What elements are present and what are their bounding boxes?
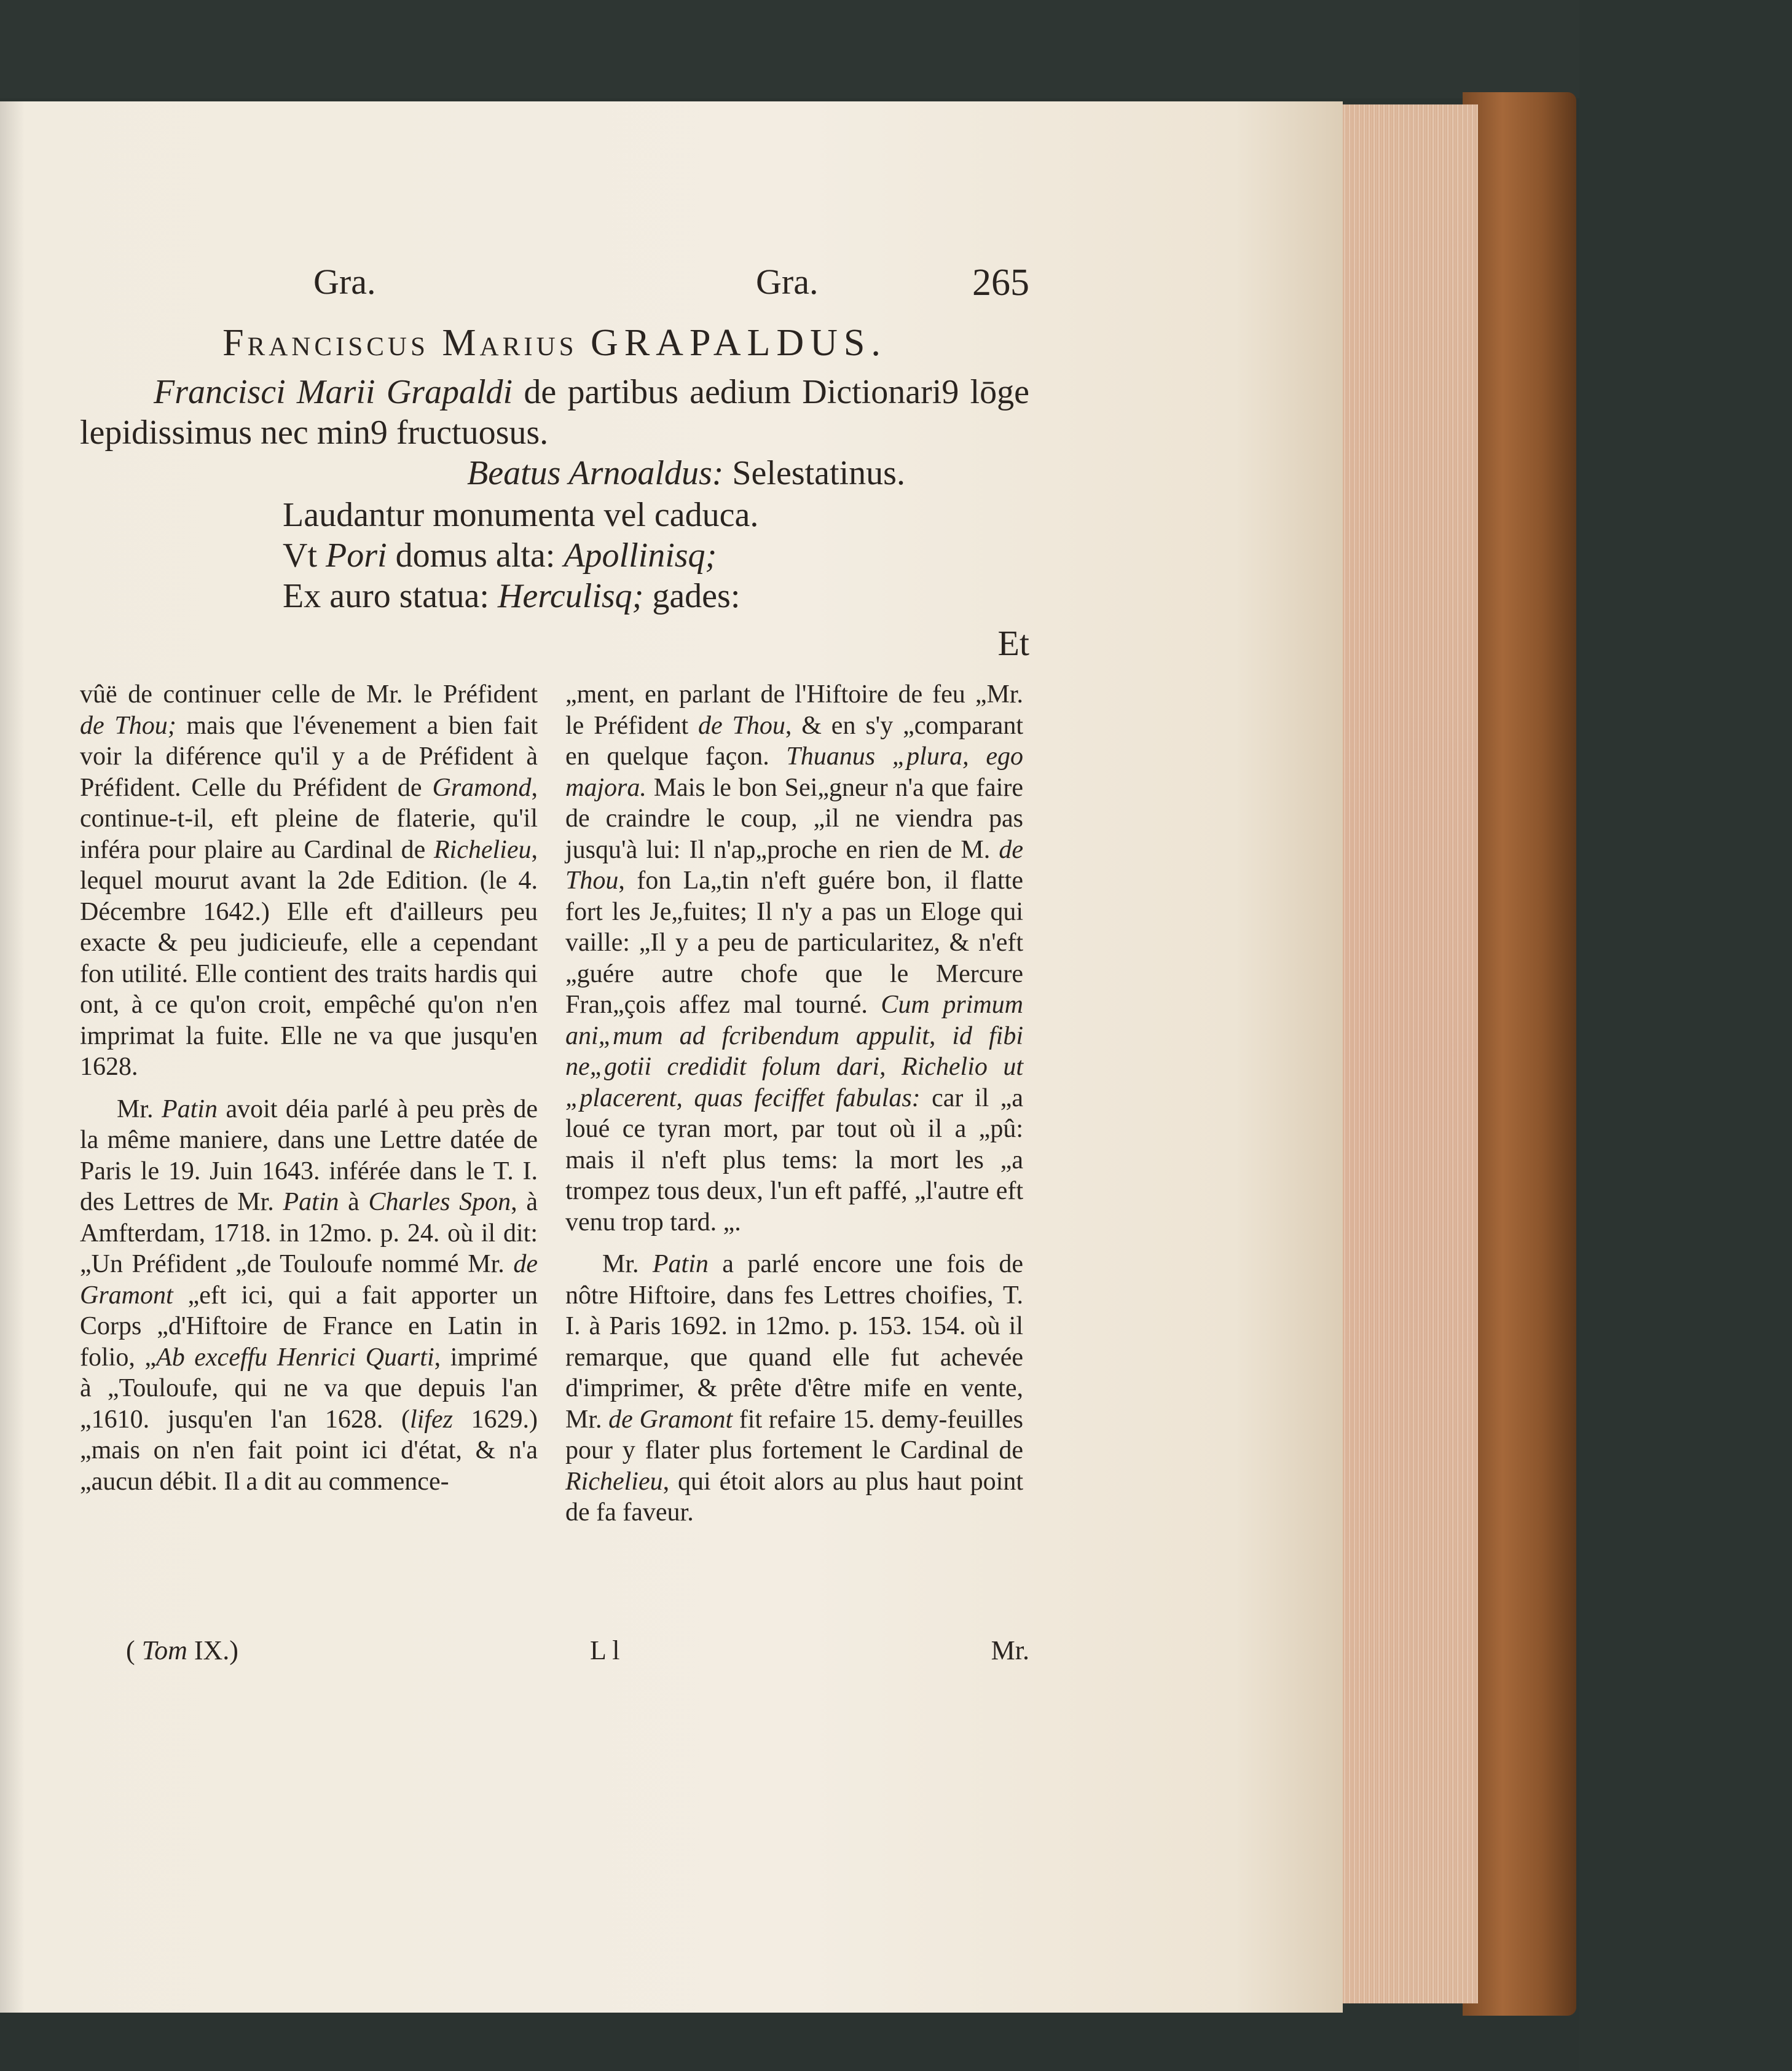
- text-run-10: , imprimé à „Touloufe, qui ne va que depuis l'an „1610. jusqu'en l'an 1628. (: [80, 1343, 538, 1434]
- leather-cover: [1463, 92, 1576, 2016]
- text-run-4: fit refaire 15. demy-feuilles pour y flater plus fortement le Cardinal de: [565, 1405, 1024, 1464]
- running-head: [80, 261, 1029, 316]
- text-run-6: , fon La„tin n'eft guére bon, il flatte fort les Je„fuites; Il n'y a pas un Eloge qui vaille: „Il y a peu de particularitez, & n'eft „guére autre chofe que le Mercure Fran„çois affez mal tourné.: [565, 867, 1023, 1019]
- text-run-0: „ment, en parlant de l'Hiftoire de feu „Mr. le Préfident: [565, 680, 1023, 740]
- dark-backdrop-right: [1579, 0, 1792, 2071]
- italic-run-3: Thuanus „plura, ego majora.: [565, 742, 1024, 802]
- italic-run-1: Patin: [161, 1094, 218, 1123]
- italic-run-5: Richelieu: [565, 1467, 663, 1496]
- italic-run-7: de Gramont: [80, 1250, 538, 1310]
- page-number: 265: [972, 262, 1029, 304]
- book-page: [0, 101, 1343, 2013]
- author-given-names: Franciscus Marius: [222, 322, 578, 364]
- volume-mark: ( Tom IX.): [126, 1635, 238, 1665]
- catchword-top: Et: [997, 623, 1029, 663]
- text-run-2: avoit déia parlé à peu près de la même maniere, dans une Lettre datée de Paris le 19. Juin 1643. inférée dans le T. I. des Lettres de Mr.: [80, 1094, 538, 1216]
- author-heading: [80, 321, 1029, 365]
- italic-run-5: Richelieu: [433, 835, 532, 864]
- verse-line-3: Vt Pori domus alta: Apollinisq;: [283, 536, 717, 575]
- text-run-8: „eft ici, qui a fait apporter un Corps „d'Hiftoire de France en Latin in folio, „: [80, 1281, 538, 1372]
- running-head-center: Gra.: [756, 262, 819, 302]
- text-run-6: , lequel mourut avant la 2de Edition. (le 4. Décembre 1642.) Elle eft d'ailleurs peu exacte & peu judicieufe, elle a cependant fon utilité. Elle contient des traits hardis qui ont, à ce qu'on croit, empêché qu'on n'en imprimat la fuite. Elle ne va que jusqu'en 1628.: [80, 835, 538, 1081]
- author-surname: GRAPALDUS.: [591, 322, 887, 364]
- text-run-2: a parlé encore une fois de nôtre Hiftoire, dans fes Lettres choifies, T. I. à Paris 1692. in 12mo. p. 153. 154. où il remarque, que quand elle fut achevée d'imprimer, & prête d'être mife en vente, Mr.: [565, 1250, 1023, 1434]
- italic-run-3: Gramond: [432, 773, 532, 802]
- epigraph-intro: [80, 372, 1029, 453]
- right-paragraph-1: [565, 679, 1023, 1238]
- epigraph-intro-text: de partibus aedium Dictionari9 lōge lepidissimus nec min9 fructuosus.: [80, 373, 1030, 452]
- italic-run-3: Patin: [283, 1188, 339, 1216]
- text-run-0: vûë de continuer celle de Mr. le Préfident: [80, 680, 538, 709]
- text-run-4: Mais le bon Sei„gneur n'a que faire de craindre le coup, „il ne viendra pas jusqu'à lui: Il n'ap„proche en rien de M.: [565, 773, 1023, 864]
- text-run-6: , qui étoit alors au plus haut point de fa faveur.: [565, 1467, 1023, 1527]
- text-run-6: , à Amfterdam, 1718. in 12mo. p. 24. où il dit: „Un Préfident „de Touloufe nommé Mr.: [80, 1188, 538, 1278]
- right-column: [565, 679, 1023, 1539]
- text-run-8: car il „a loué ce tyran mort, par tout où il a „pû: mais il n'eft plus tems: la mort les „a trompez tous deux, l'un eft paffé, „l'autre eft venu trop tard. „.: [565, 1083, 1023, 1236]
- text-run-0: Mr.: [117, 1094, 162, 1123]
- text-run-12: 1629.) „mais on n'en fait point ici d'état, & n'a „aucun débit. Il a dit au commence-: [80, 1405, 538, 1496]
- verse-line-4: Ex auro statua: Herculisq; gades:: [283, 577, 741, 615]
- text-run-2: , & en s'y „comparant en quelque façon.: [565, 711, 1023, 771]
- text-run-4: à: [339, 1188, 369, 1216]
- italic-run-5: Charles Spon: [368, 1188, 511, 1216]
- left-paragraph-1: [80, 679, 538, 1083]
- text-run-4: , continue-t-il, eft pleine de flaterie, qu'il inféra pour plaire au Cardinal de: [80, 773, 538, 864]
- left-column: [80, 679, 538, 1508]
- dark-backdrop-top: [0, 0, 1792, 98]
- italic-run-1: de Thou;: [80, 711, 176, 740]
- running-head-left: Gra.: [313, 262, 376, 302]
- verse-line-2: Laudantur monumenta vel caduca.: [283, 496, 759, 534]
- italic-run-3: de Gramont: [608, 1405, 733, 1434]
- text-run-0: Mr.: [602, 1250, 653, 1278]
- italic-run-9: Ab exceffu Henrici Quarti: [156, 1343, 434, 1372]
- gutter-shadow: [0, 101, 25, 2013]
- text-run-2: mais que l'évenement a bien fait voir la diférence qu'il y a de Préfident à Préfident. Celle du Préfident de: [80, 711, 538, 802]
- italic-run-11: lifez: [409, 1405, 453, 1434]
- signature-mark: L l: [590, 1635, 620, 1665]
- verse-line-1: Beatus Arnoaldus: Selestatinus.: [467, 454, 905, 492]
- italic-run-7: Cum primum ani„mum ad fcribendum appulit, id fibi ne„gotii credidit folum dari, Richelio ut „placerent, quas feciffet fabulas:: [565, 991, 1023, 1112]
- left-paragraph-2: [80, 1094, 538, 1498]
- right-paragraph-2: [565, 1249, 1023, 1528]
- catchword-bottom: Mr.: [991, 1635, 1029, 1665]
- italic-run-5: de Thou: [565, 835, 1023, 895]
- italic-run-1: de Thou: [698, 711, 785, 740]
- page-edges: [1337, 104, 1478, 2003]
- epigraph-intro-italic: Francisci Marii Grapaldi: [154, 373, 513, 411]
- italic-run-1: Patin: [652, 1250, 709, 1278]
